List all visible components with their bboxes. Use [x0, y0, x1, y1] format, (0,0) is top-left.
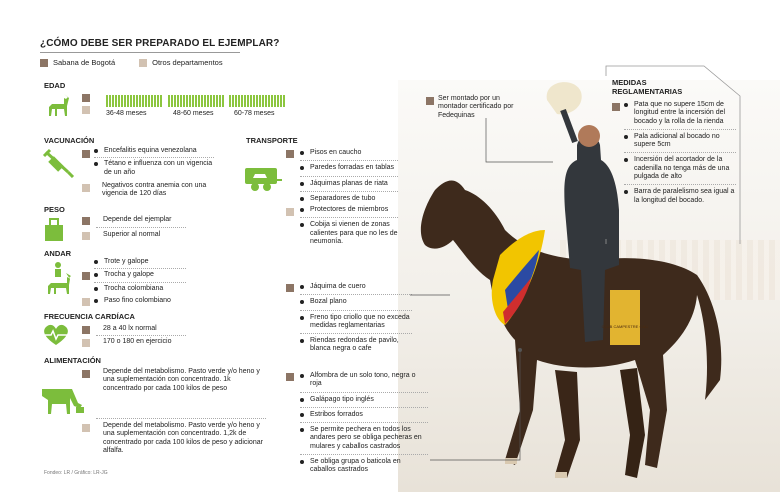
age-bar-segment [177, 95, 179, 107]
age-bar-1 [106, 95, 162, 107]
age-bar-segment [265, 95, 267, 107]
list-item: Incersión del acortador de la cadenilla no tenga más de una pulgada de alto [624, 156, 736, 181]
list-item: Trocha y galope [94, 271, 186, 279]
peso-dark-marker [82, 217, 90, 225]
age-bar-segment [229, 95, 231, 107]
list-item: Pata que no supere 15cm de longitud entre la incersión del bocado y la rolla de la rienda [624, 101, 736, 126]
divider [96, 335, 186, 336]
alim-dark-text: Depende del metabolismo. Pasto verde y/o heno y una suplementación con concentrado. 1k concentrado por cada 100 kilos de peso [103, 368, 260, 392]
age-bar-segment [201, 95, 203, 107]
age-bar-segment [250, 95, 252, 107]
age-bar-segment [244, 95, 246, 107]
transporte-heading: TRANSPORTE [246, 136, 298, 145]
equipo2-marker [286, 373, 294, 381]
age-bar-segment [145, 95, 147, 107]
age-bar-segment [148, 95, 150, 107]
age-bar-segment [109, 95, 111, 107]
age-bar-segment [154, 95, 156, 107]
age-bar-segment [283, 95, 285, 107]
heart-icon [42, 323, 70, 347]
age-bar-segment [157, 95, 159, 107]
scale-icon [42, 217, 66, 243]
peso-light-marker [82, 232, 90, 240]
age-bar-segment [222, 95, 224, 107]
age-bar-segment [232, 95, 234, 107]
list-item: Bozal plano [300, 298, 412, 306]
legend [40, 58, 223, 67]
trans-dark-marker [286, 150, 294, 158]
edad-heading: EDAD [44, 81, 66, 90]
age-bar-segment [268, 95, 270, 107]
list-item: Se obliga grupa o baticola en caballos castrados [300, 458, 428, 475]
age-bar-segment [219, 95, 221, 107]
andar-dark-marker [82, 272, 90, 280]
legend-light-label: Otros departamentos [152, 58, 223, 67]
list-item: Tétano e influenza con un vigencia de un año [94, 160, 214, 177]
horse-eating-icon [40, 385, 86, 415]
age-bar-segment [121, 95, 123, 107]
age-bar-segment [204, 95, 206, 107]
vacunacion-heading: VACUNACIÓN [44, 136, 95, 145]
age-bar-segment [247, 95, 249, 107]
age-bar-segment [115, 95, 117, 107]
list-item: Cobija si vienen de zonas calientes para que no les de neumonía. [300, 221, 412, 246]
trans-dark-list [300, 149, 408, 203]
age-bar-segment [256, 95, 258, 107]
alim-dark-marker [82, 370, 90, 378]
frec-dark-marker [82, 326, 90, 334]
age-bar-segment [271, 95, 273, 107]
edad-light-marker [82, 106, 90, 114]
andar-heading: ANDAR [44, 249, 72, 258]
age-bar-3 [229, 95, 285, 107]
trailer-icon [243, 166, 283, 192]
trans-light-list [300, 206, 412, 246]
list-item: Se permite pechera en todos los andares pero se obliga pecheras en mulares y caballos castrados [300, 426, 428, 451]
age-bar-segment [136, 95, 138, 107]
legend-dark-label: Sabana de Bogotá [53, 58, 116, 67]
edad-dark-marker [82, 94, 90, 102]
age-bar-segment [180, 95, 182, 107]
age-bar-segment [235, 95, 237, 107]
peso-light-text: Superior al normal [103, 231, 161, 238]
age-bar-segment [183, 95, 185, 107]
list-item: Alfombra de un solo tono, negra o roja [300, 372, 428, 389]
age-bar-segment [277, 95, 279, 107]
age-bar-segment [207, 95, 209, 107]
alimentacion-heading: ALIMENTACIÓN [44, 356, 101, 365]
age-bar-segment [213, 95, 215, 107]
age-bar-segment [189, 95, 191, 107]
age-bar-segment [127, 95, 129, 107]
andar-dark-list [94, 258, 186, 293]
age-bar-segment [198, 95, 200, 107]
list-item: Trote y galope [94, 258, 186, 266]
age-bar-segment [142, 95, 144, 107]
age-range-2: 48-60 meses [173, 110, 214, 117]
age-range-3: 60-78 meses [234, 110, 275, 117]
age-bar-segment [118, 95, 120, 107]
list-item: Freno tipo criollo que no exceda medidas reglamentarias [300, 314, 412, 331]
medidas-heading: MEDIDAS REGLAMENTARIAS [612, 78, 683, 96]
divider [96, 227, 186, 228]
age-bar-segment [210, 95, 212, 107]
age-bar-segment [106, 95, 108, 107]
foal-icon [42, 92, 74, 118]
syringe-icon [42, 148, 76, 178]
age-bar-segment [130, 95, 132, 107]
equipo1-list [300, 283, 412, 354]
frecuencia-heading: FRECUENCIA CARDÍACA [44, 312, 135, 321]
vac-dark-list [94, 147, 214, 177]
list-item: Jáquima de cuero [300, 283, 412, 291]
list-item: Encefalitis equina venezolana [94, 147, 214, 155]
age-bar-segment [280, 95, 282, 107]
age-bar-segment [160, 95, 162, 107]
frec-light-text: 170 o 180 en ejercicio [103, 338, 172, 345]
age-bar-segment [168, 95, 170, 107]
age-bar-segment [133, 95, 135, 107]
list-item: Trocha colombiana [94, 285, 186, 293]
leader-lines [410, 150, 550, 470]
peso-heading: PESO [44, 205, 65, 214]
trans-light-marker [286, 208, 294, 216]
age-bar-segment [216, 95, 218, 107]
banner-text: CLUB CAMPESTRE CALI [601, 324, 649, 329]
frec-dark-text: 28 a 40 lx normal [103, 325, 157, 332]
divider [96, 418, 266, 419]
vac-light-marker [82, 184, 90, 192]
age-bar-2 [168, 95, 224, 107]
page-title: ¿CÓMO DEBE SER PREPARADO EL EJEMPLAR? [40, 38, 280, 49]
vac-dark-marker [82, 150, 90, 158]
list-item: Paredes forradas en tablas [300, 164, 408, 172]
age-bar-segment [112, 95, 114, 107]
peso-dark-text: Depende del ejemplar [103, 216, 172, 223]
list-item: Galápago tipo inglés [300, 396, 428, 404]
rider-icon [42, 261, 74, 295]
alim-light-marker [82, 424, 90, 432]
age-bar-segment [238, 95, 240, 107]
list-item: Separadores de tubo [300, 195, 408, 203]
age-bar-segment [171, 95, 173, 107]
age-bar-segment [174, 95, 176, 107]
equipo1-marker [286, 284, 294, 292]
list-item: Protectores de miembros [300, 206, 412, 214]
medidas-dark-marker [612, 103, 620, 111]
title-rule [40, 52, 240, 53]
list-item: Jáquimas planas de riata [300, 180, 408, 188]
list-item: Pala adicional al bocado no supere 5cm [624, 133, 736, 150]
vac-light-text: Negativos contra anemia con una vigencia de 120 días [102, 182, 207, 198]
list-item: Estribos forrados [300, 411, 428, 419]
age-bar-segment [124, 95, 126, 107]
credit: Fondeo: LR / Gráfico: LR-JG [44, 470, 108, 476]
list-item: Barra de paralelismo sea igual a la longitud del bocado. [624, 188, 736, 205]
age-bar-segment [259, 95, 261, 107]
frec-light-marker [82, 339, 90, 347]
alim-light-text: Depende del metabolismo. Pasto verde y/o heno y una suplementación con concentrado. 1,2k de concentrado por cada 100 kilos de peso y adicionar alfalfa. [103, 422, 263, 454]
equipo2-list [300, 372, 428, 475]
legend-dark-swatch [40, 59, 48, 67]
age-bar-segment [253, 95, 255, 107]
montador-marker [426, 97, 434, 105]
medidas-list [624, 101, 736, 205]
list-item: Pisos en caucho [300, 149, 408, 157]
age-bar-segment [139, 95, 141, 107]
montador-text: Ser montado por un montador certificado por Fedequinas [438, 95, 514, 119]
legend-light-swatch [139, 59, 147, 67]
list-item: Paso fino colombiano [94, 297, 171, 305]
andar-light-marker [82, 298, 90, 306]
age-bar-segment [151, 95, 153, 107]
age-bar-segment [262, 95, 264, 107]
age-bar-segment [192, 95, 194, 107]
age-bar-segment [186, 95, 188, 107]
age-bar-segment [274, 95, 276, 107]
age-bar-segment [241, 95, 243, 107]
age-range-1: 36-48 meses [106, 110, 147, 117]
list-item: Riendas redondas de pavilo, blanca negra o cafe [300, 337, 412, 354]
age-bar-segment [195, 95, 197, 107]
